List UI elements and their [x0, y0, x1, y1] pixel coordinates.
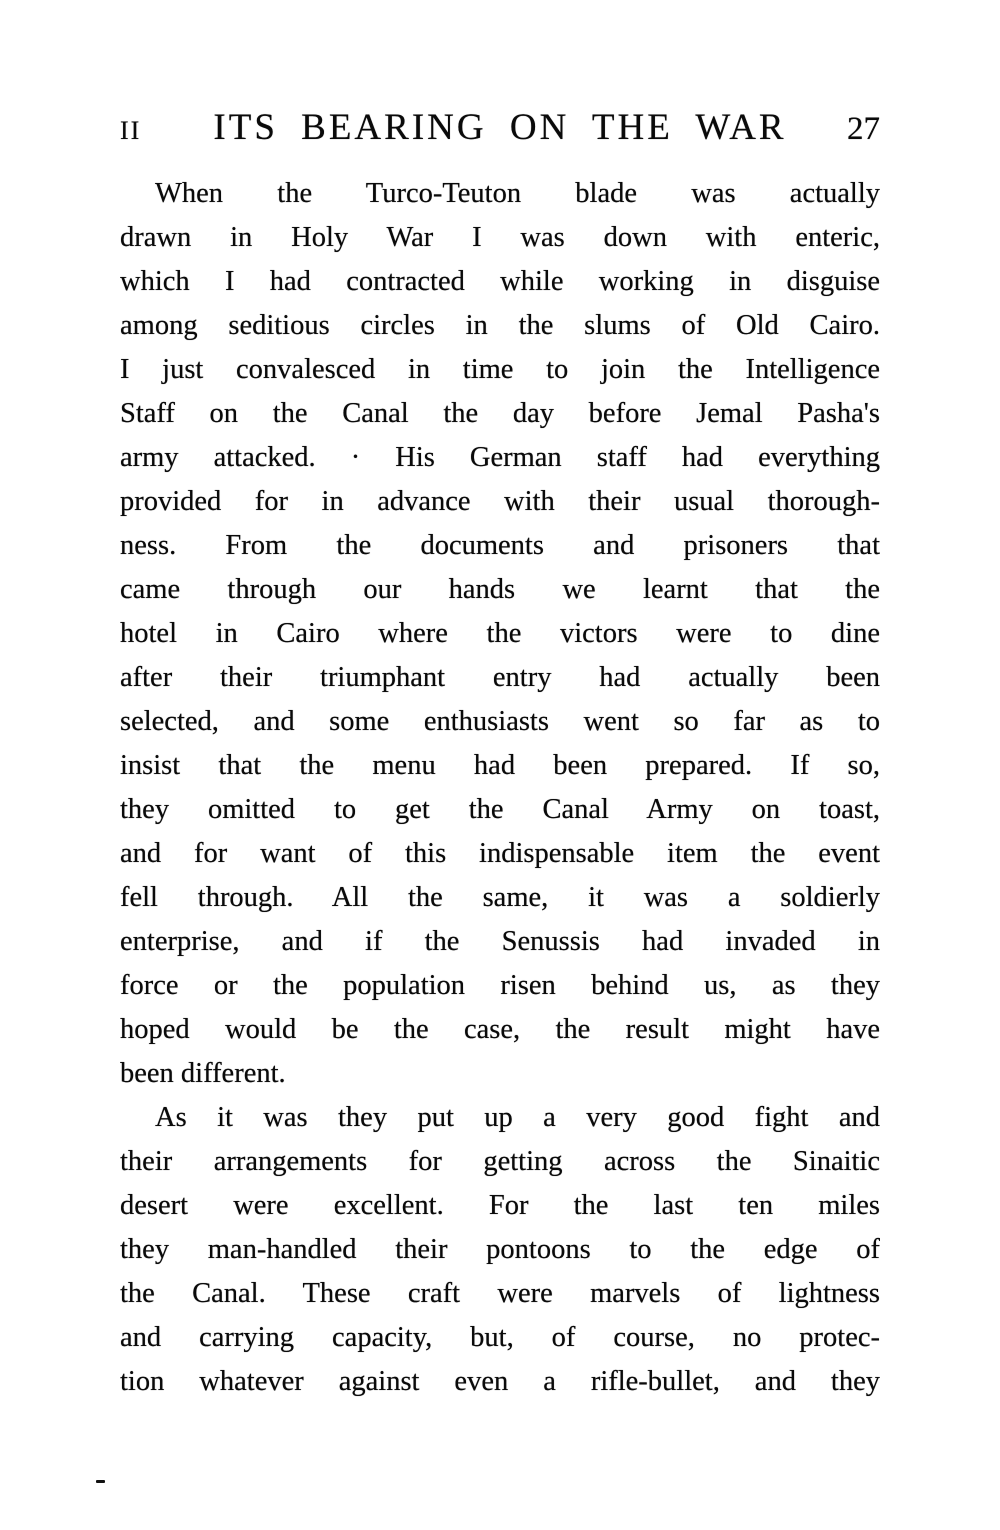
- text-line: the Canal. These craft were marvels of lightness: [120, 1278, 880, 1309]
- text-line: their arrangements for getting across the Sinaitic: [120, 1146, 880, 1177]
- text-line: When the Turco-Teuton blade was actually: [155, 178, 880, 209]
- text-line: after their triumphant entry had actually been: [120, 662, 880, 693]
- body-text: [120, 172, 880, 1404]
- text-line: force or the population risen behind us, as they: [120, 970, 880, 1001]
- text-line: been different.: [120, 1058, 286, 1089]
- page-number: 27: [847, 111, 880, 147]
- text-line: hoped would be the case, the result might have: [120, 1014, 880, 1045]
- running-title: ITS BEARING ON THE WAR: [213, 107, 787, 148]
- text-line: they man-handled their pontoons to the edge of: [120, 1234, 880, 1265]
- text-line: I just convalesced in time to join the Intelligence: [120, 354, 880, 385]
- running-head: [120, 106, 880, 149]
- text-line: which I had contracted while working in disguise: [120, 266, 880, 297]
- text-line: and for want of this indispensable item the event: [120, 838, 880, 869]
- text-line: Staff on the Canal the day before Jemal Pasha's: [120, 398, 880, 429]
- text-line: enterprise, and if the Senussis had invaded in: [120, 926, 880, 957]
- text-line: provided for in advance with their usual thorough-: [120, 486, 880, 517]
- text-line: insist that the menu had been prepared. If so,: [120, 750, 880, 781]
- text-line: they omitted to get the Canal Army on toast,: [120, 794, 880, 825]
- chapter-numeral: II: [120, 116, 142, 145]
- text-line: and carrying capacity, but, of course, no protec-: [120, 1322, 880, 1353]
- text-line: hotel in Cairo where the victors were to dine: [120, 618, 880, 649]
- text-line: among seditious circles in the slums of Old Cairo.: [120, 310, 880, 341]
- text-line: tion whatever against even a rifle-bullet, and they: [120, 1366, 880, 1397]
- text-line: drawn in Holy War I was down with enteric,: [120, 222, 880, 253]
- text-line: selected, and some enthusiasts went so far as to: [120, 706, 880, 737]
- text-line: came through our hands we learnt that the: [120, 574, 880, 605]
- text-line: As it was they put up a very good fight and: [155, 1102, 880, 1133]
- text-line: fell through. All the same, it was a soldierly: [120, 882, 880, 913]
- text-line: desert were excellent. For the last ten miles: [120, 1190, 880, 1221]
- scan-artifact-mark: [96, 1480, 105, 1483]
- text-line: army attacked. · His German staff had everything: [120, 442, 880, 473]
- text-line: ness. From the documents and prisoners that: [120, 530, 880, 561]
